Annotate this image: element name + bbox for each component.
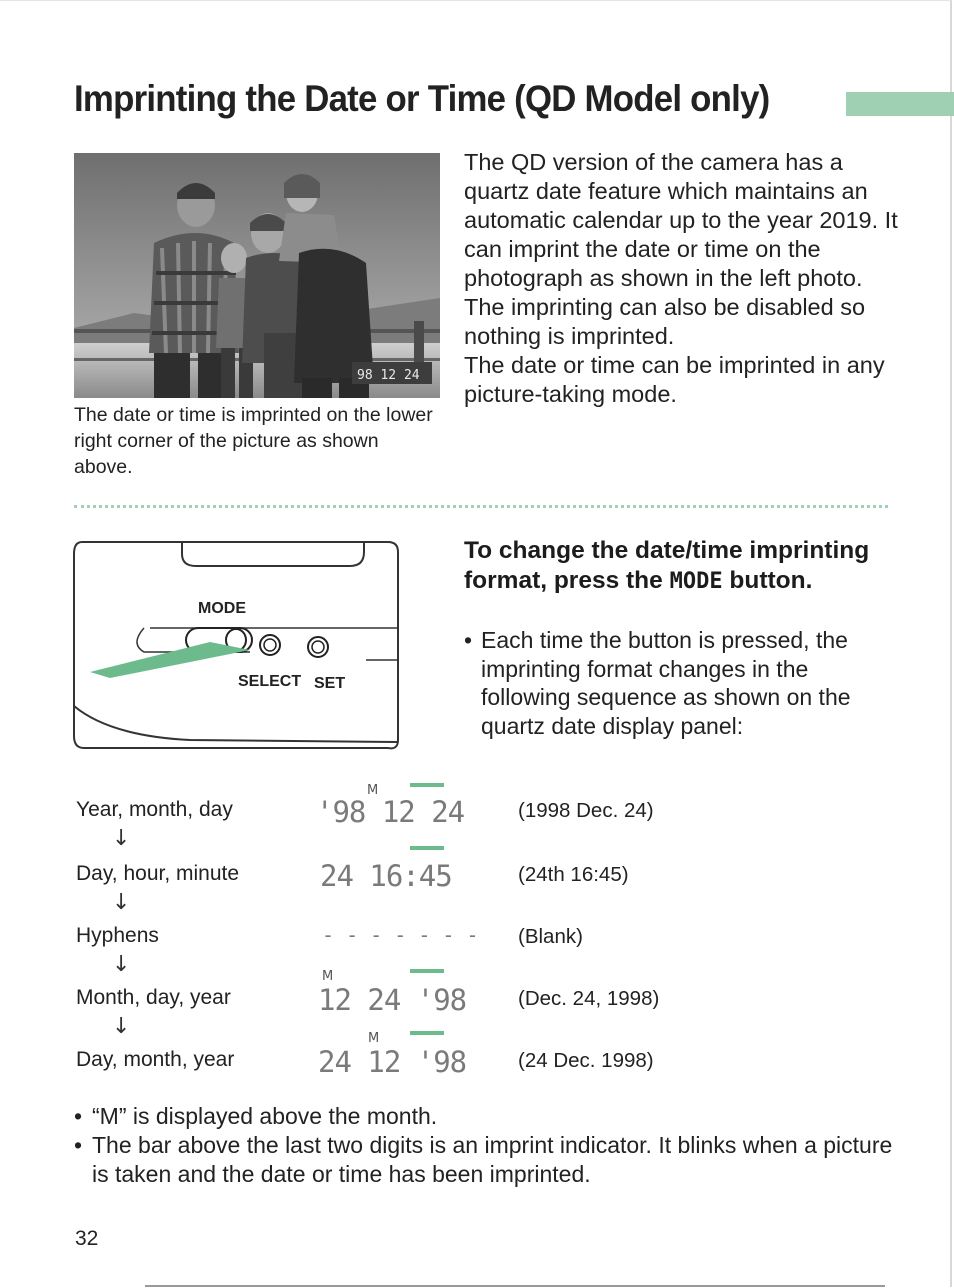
intro-paragraph-2: The date or time can be imprinted in any picture-taking mode. (464, 352, 885, 407)
page-number: 32 (75, 1227, 99, 1250)
imprint-indicator-bar (410, 1031, 444, 1035)
note-item (74, 1131, 894, 1189)
lcd-display-3 (312, 910, 479, 958)
title-accent-bar (846, 92, 954, 116)
instruction-bullet (464, 626, 904, 740)
month-marker: M (322, 969, 334, 984)
lcd-digits: - - - - - - - (322, 923, 479, 947)
notes (74, 1102, 894, 1189)
sequence-arrow-2: ↓ (112, 890, 131, 915)
sequence-label-5: Day, month, year (76, 1048, 235, 1071)
note-text-1: “M” is displayed above the month. (92, 1103, 438, 1129)
family-photo (74, 153, 440, 398)
intro-paragraph-1: The QD version of the camera has a quartz date feature which maintains an automatic calendar up to the year 2019. It can imprint the date or time on the photograph as shown in the left photo. The imprinting can also be disabled so nothing is imprinted. (464, 149, 898, 349)
heading-suffix: button. (722, 567, 813, 594)
sequence-arrow-3: ↓ (112, 952, 131, 977)
set-label: SET (314, 675, 346, 692)
bullet-dot: • (74, 1132, 83, 1158)
lcd-digits: 12 24 '98 (318, 983, 467, 1017)
note-text-2: The bar above the last two digits is an imprint indicator. It blinks when a picture is taken and the date or time has been imprinted. (92, 1132, 893, 1187)
lcd-display-2 (312, 846, 452, 894)
instruction-bullet-text: Each time the button is pressed, the imprinting format changes in the following sequence as shown on the quartz date display panel: (481, 627, 851, 739)
lcd-digits: '98 12 24 (316, 795, 465, 829)
sequence-example-4: (Dec. 24, 1998) (518, 987, 660, 1010)
dotted-separator (74, 505, 888, 508)
lcd-digits: 24 16:45 (320, 859, 452, 893)
set-button-shape (308, 637, 328, 657)
sequence-example-5: (24 Dec. 1998) (518, 1049, 654, 1072)
select-button-shape (260, 635, 280, 655)
family-photo-image (74, 153, 440, 398)
month-marker: M (367, 783, 379, 798)
lcd-display-4 (312, 968, 467, 1017)
sequence-example-3: (Blank) (518, 925, 583, 948)
page-title: Imprinting the Date or Time (QD Model only) (74, 78, 770, 119)
sequence-label-2: Day, hour, minute (76, 862, 240, 885)
note-item (74, 1102, 894, 1131)
sequence-arrow-4: ↓ (112, 1014, 131, 1039)
camera-top-illustration (70, 536, 405, 756)
select-label: SELECT (238, 673, 302, 690)
sequence-arrow-1: ↓ (112, 826, 131, 851)
sequence-example-2: (24th 16:45) (518, 863, 629, 886)
bottom-rule (145, 1285, 885, 1287)
camera-diagram (70, 536, 405, 756)
imprint-indicator-bar (410, 783, 444, 787)
bullet-dot: • (464, 627, 473, 653)
photo-imprint-text: 98 12 24 (357, 368, 420, 383)
sequence-label-4: Month, day, year (76, 986, 231, 1009)
lcd-display-1 (312, 782, 465, 830)
imprint-indicator-bar (410, 969, 444, 973)
bullet-dot: • (74, 1103, 83, 1129)
sequence-label-3: Hyphens (76, 924, 159, 947)
sequence-label-1: Year, month, day (76, 798, 233, 821)
heading-prefix: To change the date/time imprinting format, press the (464, 537, 870, 594)
intro-text (464, 148, 904, 409)
photo-caption: The date or time is imprinted on the lower right corner of the picture as shown above. (74, 404, 433, 478)
heading-mode: MODE (669, 569, 723, 594)
lcd-display-5 (312, 1030, 467, 1079)
sequence-example-1: (1998 Dec. 24) (518, 799, 654, 822)
month-marker: M (368, 1031, 380, 1046)
imprint-indicator-bar (410, 846, 444, 850)
instruction-heading (464, 536, 904, 597)
mode-label: MODE (198, 600, 246, 617)
lcd-digits: 24 12 '98 (318, 1045, 467, 1079)
